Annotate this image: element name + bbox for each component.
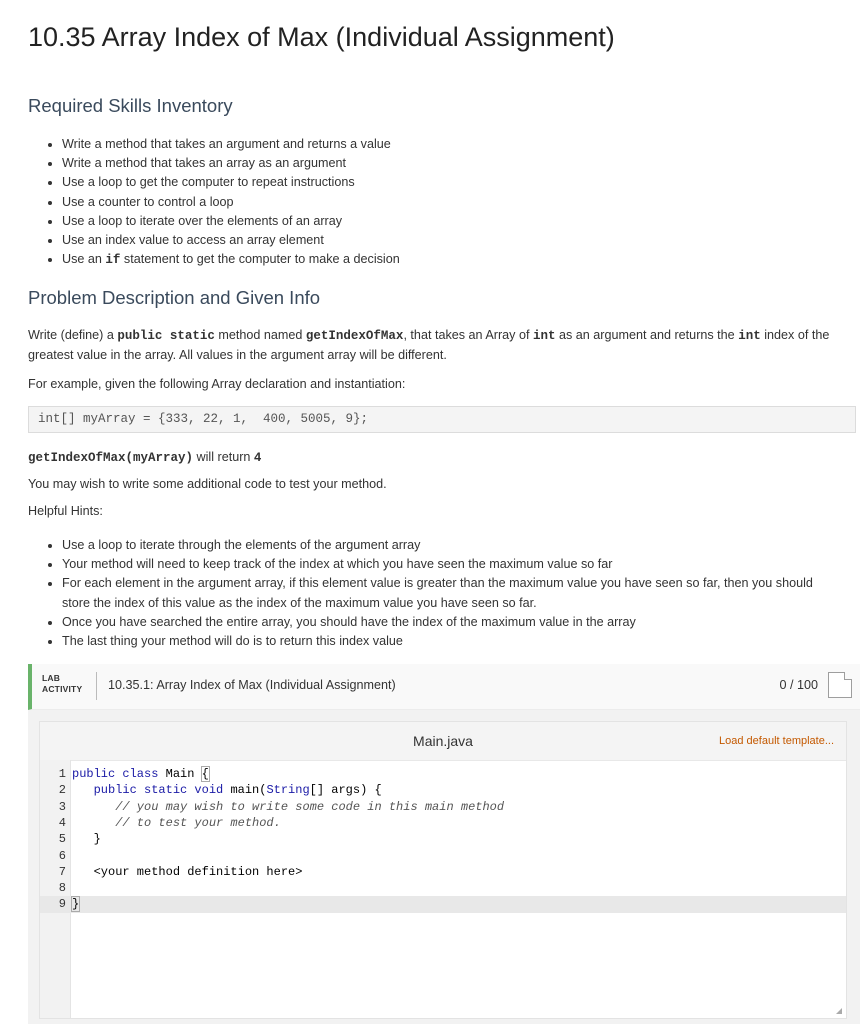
hint-item: • Use a loop to iterate through the elements of the argument array (62, 536, 832, 555)
code-line[interactable] (40, 896, 846, 912)
hint-item: • For each element in the argument array, if this element value is greater than the maximum value you have seen so far, then you should store the index of this value as the index of the maximum value you have seen so far. (62, 574, 832, 612)
line-number: 4 (58, 815, 66, 830)
example-code-block: int[] myArray = {333, 22, 1, 400, 5005, 9}; (28, 406, 856, 433)
load-default-template-link[interactable]: Load default template... (719, 735, 834, 747)
code-line[interactable] (40, 815, 846, 831)
problem-heading: Problem Description and Given Info (28, 287, 321, 308)
code-line[interactable] (40, 766, 846, 782)
inline-code: 4 (253, 451, 262, 465)
hint-item: • Your method will need to keep track of the index at which you have seen the maximum value so far (62, 555, 832, 574)
code-text (72, 864, 302, 880)
lab-tag-line: ACTIVITY (42, 684, 83, 694)
inline-code: getIndexOfMax (305, 329, 404, 343)
line-number: 3 (58, 799, 66, 814)
line-number: 2 (58, 783, 66, 798)
example-intro: For example, given the following Array declaration and instantiation: (28, 377, 406, 391)
skill-item-text: statement to get the computer to make a decision (120, 252, 400, 267)
code-text (72, 815, 281, 831)
lab-header (28, 664, 860, 710)
code-token: String (266, 783, 310, 798)
skill-item (62, 250, 400, 270)
code-text (72, 831, 101, 847)
page-title: 10.35 Array Index of Max (Individual Assignment) (28, 22, 615, 52)
code-token: main( (230, 783, 267, 798)
divider (96, 672, 97, 700)
code-text (72, 896, 79, 912)
hint-item: • The last thing your method will do is to return this index value (62, 632, 832, 651)
testing-note: You may wish to write some additional code to test your method. (28, 477, 387, 491)
code-token: // you may wish to write some code in this main method (72, 799, 505, 814)
line-number: 1 (58, 767, 66, 781)
code-line[interactable] (40, 848, 846, 864)
code-line[interactable] (40, 831, 846, 847)
text: , that takes an Array of (403, 328, 533, 342)
code-token: [] args) { (309, 783, 382, 798)
skill-item: • Write a method that takes an array as an argument (62, 154, 400, 173)
code-token: Main (165, 767, 202, 781)
text: index of the greatest value in the array. All values in the argument array will be different. (28, 328, 830, 362)
hint-item: • Once you have searched the entire array, you should have the index of the maximum value in the array (62, 613, 832, 632)
code-text (72, 766, 209, 782)
skill-item: • Use an index value to access an array element (62, 231, 400, 250)
lab-score: 0 / 100 (779, 678, 818, 692)
lab-activity (28, 664, 860, 1024)
code-text (72, 782, 382, 798)
hints-label: Helpful Hints: (28, 504, 103, 518)
problem-description (28, 326, 852, 365)
inline-code: int (532, 329, 556, 343)
editor-toolbar (40, 722, 846, 761)
skill-item: • Use a counter to control a loop (62, 193, 400, 212)
line-number: 6 (58, 848, 66, 863)
code-token: <your method definition here> (72, 864, 303, 879)
line-number: 5 (58, 832, 66, 847)
code-line[interactable] (40, 880, 846, 896)
inline-code: if (105, 253, 121, 268)
inline-code: int (738, 329, 761, 343)
code-token: public class (72, 767, 166, 781)
skill-item-text: Use an (62, 252, 106, 267)
code-text-area[interactable] (40, 760, 846, 1018)
hints-list (42, 536, 832, 651)
example-result (28, 448, 261, 468)
code-token: } (72, 897, 80, 912)
code-line[interactable] (40, 864, 846, 880)
completion-checkbox-icon (828, 672, 852, 698)
code-text (72, 799, 504, 815)
skill-item: • Use a loop to get the computer to repeat instructions (62, 173, 400, 192)
inline-code: public static (117, 329, 215, 343)
text: method named (214, 328, 306, 342)
code-token: { (201, 767, 209, 781)
file-name-tab: Main.java (413, 733, 473, 749)
code-line[interactable] (40, 782, 846, 798)
text: will return (193, 450, 254, 464)
line-number: 7 (58, 864, 66, 879)
skill-item: • Use a loop to iterate over the elements of an array (62, 212, 400, 231)
resize-handle-icon[interactable] (836, 1008, 842, 1014)
text: as an argument and returns the (555, 328, 739, 342)
lab-title: 10.35.1: Array Index of Max (Individual Assignment) (108, 678, 396, 692)
code-token: public static void (72, 783, 231, 798)
skills-list (42, 135, 400, 270)
lab-activity-tag (42, 673, 82, 695)
lab-tag-line: LAB (42, 673, 61, 683)
line-number: 9 (58, 897, 66, 912)
text: Write (define) a (28, 328, 118, 342)
line-number: 8 (58, 881, 66, 896)
code-token: } (72, 832, 101, 847)
skill-item: • Write a method that takes an argument and returns a value (62, 135, 400, 154)
inline-code: getIndexOfMax(myArray) (28, 451, 194, 465)
code-token: // to test your method. (72, 815, 281, 830)
code-editor[interactable] (39, 721, 847, 1019)
code-line[interactable] (40, 799, 846, 815)
skills-heading: Required Skills Inventory (28, 95, 233, 116)
